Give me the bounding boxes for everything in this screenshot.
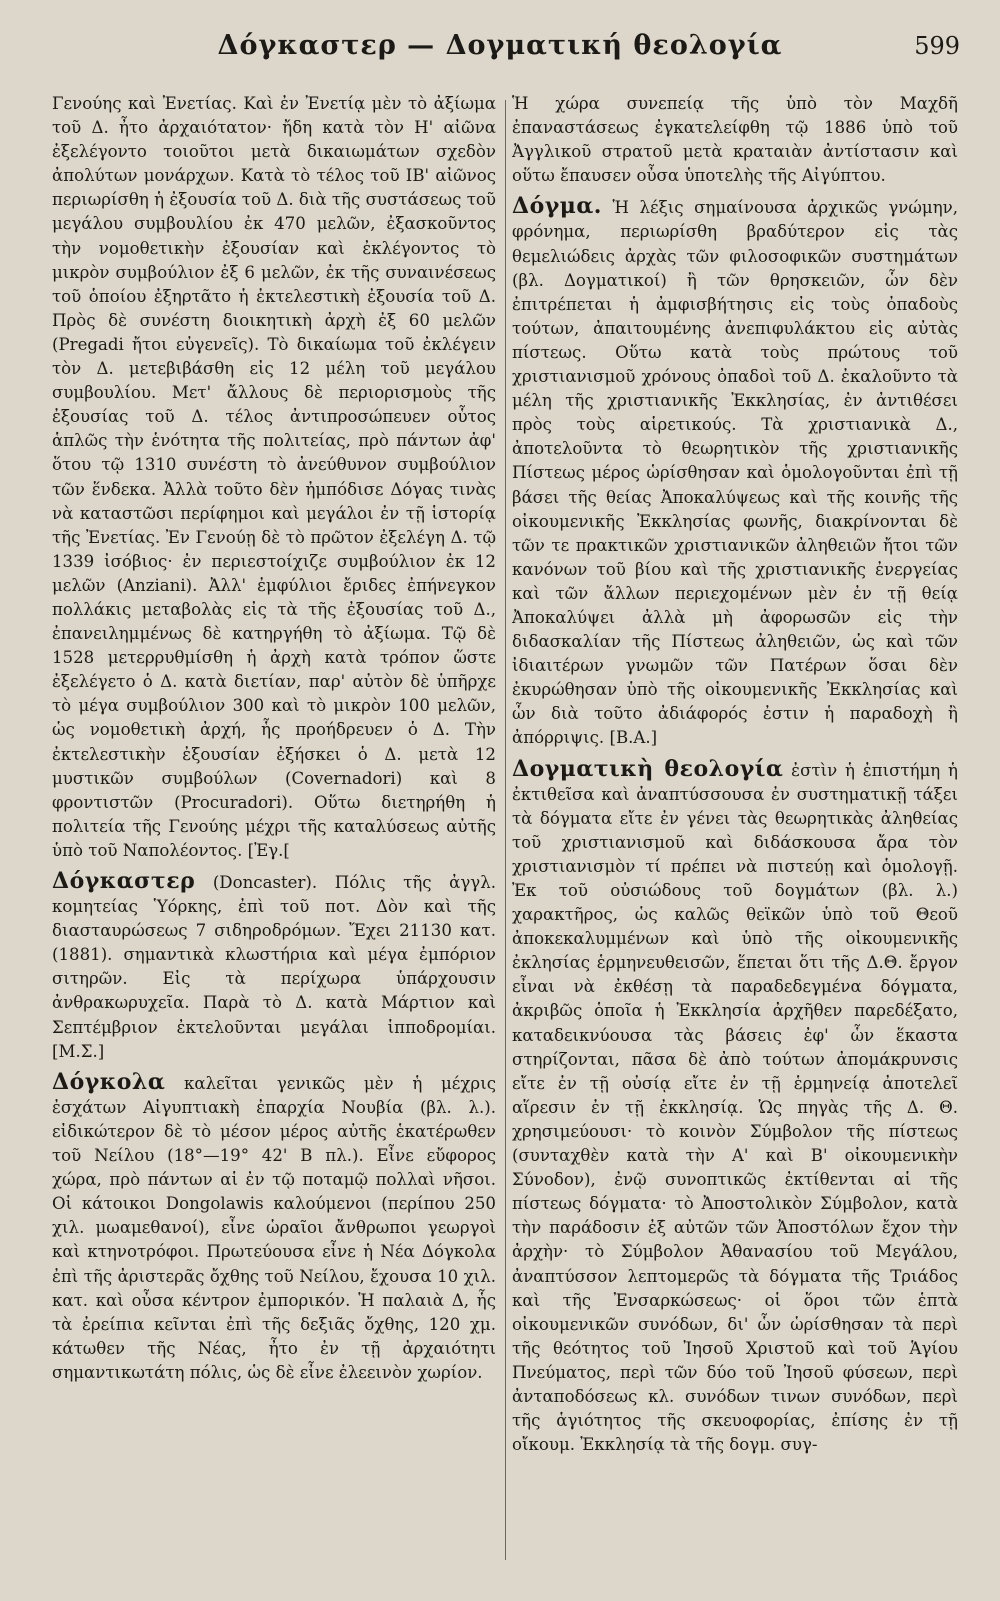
right-column [512,92,958,1457]
column-divider [505,100,506,1560]
entry-dogmatic-theology [512,757,958,1458]
headword-dogma: Δόγμα. [512,193,602,220]
headword-dongola: Δόγκολα [52,1068,166,1095]
headword-doncaster: Δόγκαστερ [52,868,196,894]
paragraph-doge-continued: Γενούης καὶ Ἐνετίας. Καὶ ἐν Ἐνετίᾳ μὲν τὸ ἀξίωμα τοῦ Δ. ἦτο ἀρχαιότατον· ἤδη κατὰ τὸν Η' αἰῶνα ἐξελέγοντο τοιοῦτοι μετὰ δικαιωμάτων σχεδὸν ἀπολύτων μονάρχων. Κατὰ τὸ τέλος τοῦ ΙΒ' αἰῶνος περιωρίσθη ἡ ἐξουσία τοῦ Δ. διὰ τῆς συστάσεως τοῦ μεγάλου συμβουλίου ἐκ 470 μελῶν, ἐξασκοῦντος τὴν νομοθετικὴν ἐξουσίαν καὶ ἐκλέγοντος τὸ μικρὸν συμβούλιον ἐξ 6 μελῶν, ἐκ τῆς συναινέσεως τοῦ ὁποίου ἐξηρτᾶτο ἡ ἐκτελεστικὴ ἐξουσία τοῦ Δ. Πρὸς δὲ συνέστη διοικητικὴ ἀρχὴ ἐξ 60 μελῶν (Pregadi ἤτοι εὐγενεῖς). Τὸ δικαίωμα τοῦ ἐκλέγειν τὸν Δ. μετεβιβάσθη εἰς 12 μέλη τοῦ μεγάλου συμβουλίου. Μετ' ἄλλους δὲ περιορισμοὺς τῆς ἐξουσίας τοῦ Δ. τέλος ἀντιπροσώπευεν οὗτος ἁπλῶς τὴν ἑνότητα τῆς πολιτείας, πρὸ πάντων ἀφ' ὅτου τῷ 1310 συνέστη τὸ ἀνεύθυνον συμβούλιον τῶν ἕνδεκα. Ἀλλὰ τοῦτο δὲν ἠμπόδισε Δόγας τινὰς νὰ καταστῶσι περίφημοι καὶ μεγάλοι ἐν τῇ ἱστορίᾳ τῆς Ἐνετίας. Ἐν Γενούῃ δὲ τὸ πρῶτον ἐξελέγη Δ. τῷ 1339 ἰσόβιος· ἐν περιεστοίχιζε συμβούλιον ἐκ 12 μελῶν (Anziani). Ἀλλ' ἐμφύλιοι ἔριδες ἐπήνεγκον πολλάκις μεταβολὰς εἰς τὰ τῆς ἐξουσίας τοῦ Δ., ἐπανειλημμένως δὲ κατηργήθη τὸ ἀξίωμα. Τῷ δὲ 1528 μετερρυθμίσθη ἡ ἀρχὴ κατὰ τρόπον ὥστε ἐξελέγετο ὁ Δ. κατὰ διετίαν, παρ' αὐτὸν δὲ ὑπῆρχε τὸ μέγα συμβούλιον 300 καὶ τὸ μικρὸν 100 μελῶν, ὡς νομοθετικὴ ἀρχή, ἧς προήδρευεν ὁ Δ. Τὴν ἐκτελεστικὴν ἐξουσίαν ἐξήσκει ὁ Δ. μετὰ 12 μυστικῶν συμβούλων (Covernadori) καὶ 8 φροντιστῶν (Procuradori). Οὕτω διετηρήθη ἡ πολιτεία τῆς Γενούης μέχρι τῆς καταλύσεως αὐτῆς ὑπὸ τοῦ Ναπολέοντος. [Ἐγ.[ [52,94,496,860]
entry-dongola [52,1070,496,1385]
entry-doncaster [52,869,496,1064]
entry-dogma-body: Ἡ λέξις σημαίνουσα ἀρχικῶς γνώμην, φρόνημα, περιωρίσθη βραδύτερον εἰς τὰς θεμελιώδεις ἀρχὰς τῶν φιλοσοφικῶν συστημάτων (βλ. Δογματικοί) ἢ τῶν θρησκειῶν, ὧν δὲν ἐπιτρέπεται ἡ ἀμφισβήτησις εἰς τοὺς ὀπαδοὺς τούτων, ἀπαιτουμένης ἀνεπιφυλάκτου εἰς αὐτὰς πίστεως. Οὕτω κατὰ τοὺς πρώτους τοῦ χριστιανισμοῦ χρόνους ὀπαδοὶ τοῦ Δ. ἐκαλοῦντο τὰ μέλη τῆς χριστιανικῆς Ἐκκλησίας, ἐν ἀντιθέσει πρὸς τοὺς αἱρετικούς. Τὰ χριστιανικὰ Δ., ἀποτελοῦντα τὸ θεωρητικὸν τῆς χριστιανικῆς Πίστεως μέρος ὡρίσθησαν καὶ ὁμολογοῦνται ἐπὶ τῇ βάσει τῆς θείας Ἀποκαλύψεως καὶ τῆς κοινῆς τῆς οἰκουμενικῆς Ἐκκλησίας φωνῆς, διακρίνονται δὲ τῶν τε πρακτικῶν χριστιανικῶν ἀληθειῶν ἤτοι τῶν κανόνων τοῦ βίου καὶ τῆς χριστιανικῆς ἐνεργείας καὶ τῶν ἄλλων περιεχομένων μὲν ἐν τῇ θείᾳ Ἀποκαλύψει ἀλλὰ μὴ ἀφορωσῶν εἰς τὴν διδασκαλίαν τῆς Πίστεως ἀληθειῶν, ὡς καὶ τῶν ἰδιαιτέρων γνωμῶν τῶν Πατέρων ὅσαι δὲν ἐκυρώθησαν ὑπὸ τῆς οἰκουμενικῆς Ἐκκλησίας καὶ ὧν διὰ τοῦτο ἀδιάφορός ἐστιν ἡ παραδοχὴ ἢ ἀπόρριψις. [Β.Α.] [512,198,958,748]
left-column [52,92,496,1385]
entry-dongola-body: καλεῖται γενικῶς μὲν ἡ μέχρις ἐσχάτων Αἰγυπτιακὴ ἐπαρχία Νουβία (βλ. λ.). εἰδικώτερον δὲ τὸ μέσον μέρος αὐτῆς ἑκατέρωθεν τοῦ Νείλου (18°—19° 42' Β πλ.). Εἶνε εὔφορος χώρα, πρὸ πάντων αἱ ἐν τῷ ποταμῷ πολλαὶ νῆσοι. Οἱ κάτοικοι Dongolawis καλούμενοι (περίπου 250 χιλ. μωαμεθανοί), εἶνε ὡραῖοι ἄνθρωποι γεωργοὶ καὶ κτηνοτρόφοι. Πρωτεύουσα εἶνε ἡ Νέα Δόγκολα ἐπὶ τῆς ἀριστερᾶς ὄχθης τοῦ Νείλου, ἔχουσα 10 χιλ. κατ. καὶ οὖσα κέντρον ἐμπορικόν. Ἡ παλαιὰ Δ, ἧς τὰ ἐρείπια κεῖνται ἐπὶ τῆς δεξιᾶς ὄχθης, 120 χμ. κάτωθεν τῆς Νέας, ἦτο ἐν τῇ ἀρχαιότητι σημαντικωτάτη πόλις, ὡς δὲ εἶνε ἐλεεινὸν χωρίον. [52,1073,496,1382]
page-number: 599 [914,32,960,60]
headword-dogmatic-theology: Δογματικὴ θεολογία [512,755,784,782]
paragraph-dongola-continued: Ἡ χώρα συνεπείᾳ τῆς ὑπὸ τὸν Μαχδῆ ἐπαναστάσεως ἐγκατελείφθη τῷ 1886 ὑπὸ τοῦ Ἀγγλικοῦ στρατοῦ μετὰ κραταιὰν ἀντίστασιν καὶ οὕτω ἔπαυσεν οὖσα ὑποτελὴς τῆς Αἰγύπτου. [512,94,958,186]
entry-dogmatic-theology-body: ἐστὶν ἡ ἐπιστήμη ἡ ἐκτιθεῖσα καὶ ἀναπτύσσουσα ἐν συστηματικῇ τάξει τὰ δόγματα εἴτε ἐν γένει τὰς θεωρητικὰς ἀληθείας τοῦ χριστιανισμοῦ καὶ διδάσκουσα ἄρα τὸν χριστιανισμὸν τί πρέπει νὰ πιστεύῃ καὶ ὁμολογῇ. Ἐκ τοῦ οὐσιώδους τοῦ δογμάτων (βλ. λ.) χαρακτῆρος, ὡς καλῶς θεϊκῶν ὑπὸ τοῦ Θεοῦ ἀποκεκαλυμμένων καὶ ὑπὸ τῆς οἰκουμενικῆς ἐκλησίας ἑρμηνευθεισῶν, ἕπεται ὅτι τῆς Δ.Θ. ἔργον εἶναι νὰ ἐκθέσῃ τὰ παραδεδεγμένα δόγματα, ἀκριβῶς ὁποῖα ἡ Ἐκκλησία ἀρχῆθεν παρεδέξατο, καταδεικνύουσα τὰς βάσεις ἐφ' ὧν ἕκαστα στηρίζονται, πᾶσα δὲ ἀπὸ τούτων ἀπομάκρυνσις εἴτε ἐν τῇ οὐσίᾳ εἴτε ἐν τῇ ἑρμηνείᾳ ἀποτελεῖ αἵρεσιν ἐν τῇ ἐκκλησίᾳ. Ὡς πηγὰς τῆς Δ. Θ. χρησιμεύουσι· τὸ κοινὸν Σύμβολον τῆς πίστεως (συνταχθὲν κατὰ τὴν Α' καὶ Β' οἰκουμενικὴν Σύνοδον), ἐνῷ συνοπτικῶς ἐκτίθενται αἱ τῆς πίστεως δόγματα· τὸ Ἀποστολικὸν Σύμβολον, κατὰ τὴν παράδοσιν ἐξ αὐτῶν τῶν Ἀποστόλων ἔχον τὴν ἀρχὴν· τὸ Σύμβολον Ἀθανασίου τοῦ Μεγάλου, ἀναπτύσσον λεπτομερῶς τὰ δόγματα τῆς Τριάδος καὶ τῆς Ἐνσαρκώσεως· οἱ ὅροι τῶν ἑπτὰ οἰκουμενικῶν συνόδων, δι' ὧν ὡρίσθησαν τὰ περὶ τῆς θεότητος τοῦ Ἰησοῦ Χριστοῦ καὶ τοῦ Ἁγίου Πνεύματος, περὶ τῶν δύο τοῦ Ἰησοῦ φύσεων, περὶ ἀνταποδόσεως κλ. συνόδων τινων συνόδων, περὶ τῆς ἁγιότητος τῆς σκευοφορίας, ἐπίσης ἐν τῇ οἴκουμ. Ἐκκλησίᾳ τὰ τῆς δογμ. συγ- [512,760,959,1455]
page-header [0,22,1000,82]
entry-doncaster-body: (Doncaster). Πόλις τῆς ἀγγλ. κομητείας Ὑόρκης, ἐπὶ τοῦ ποτ. Δὸν καὶ τῆς διασταυρώσεως 7 σιδηροδρόμων. Ἔχει 21130 κατ. (1881). σημαντικὰ κλωστήρια καὶ μέγα ἐμπόριον σιτηρῶν. Εἰς τὰ περίχωρα ὑπάρχουσιν ἀνθρακωρυχεῖα. Παρὰ τὸ Δ. κατὰ Μάρτιον καὶ Σεπτέμβριον ἐκτελοῦνται μεγάλαι ἱπποδρομίαι. [Μ.Σ.] [52,873,496,1061]
running-head: Δόγκαστερ — Δογματική θεολογία [217,30,783,61]
entry-dogma [512,194,958,750]
